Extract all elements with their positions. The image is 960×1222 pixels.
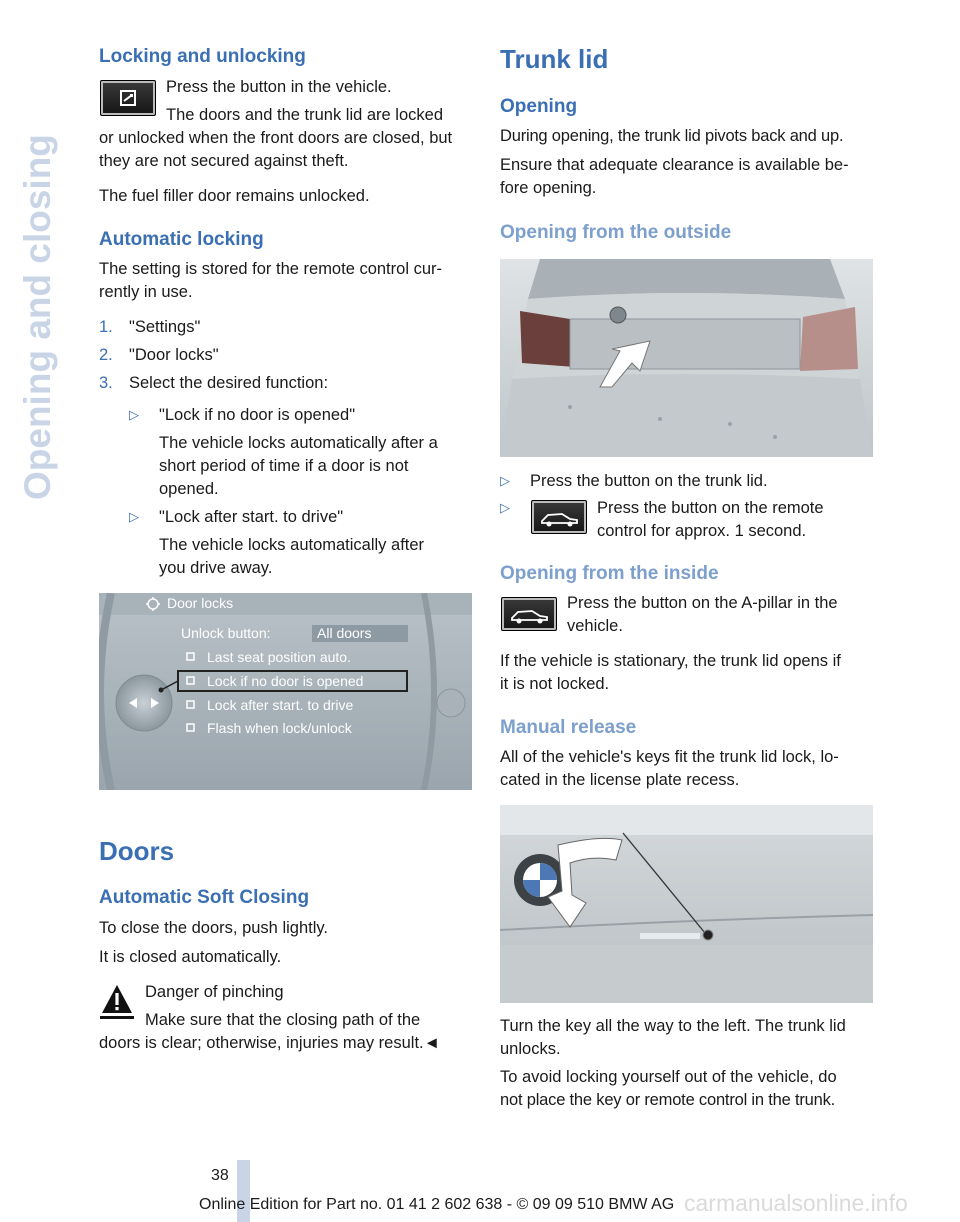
bullet-text: Press the button on the trunk lid. — [530, 472, 768, 490]
lock-text-2c: they are not secured against theft. — [99, 152, 349, 170]
unlock-button-label: Unlock button: — [181, 625, 271, 641]
trunk-remote-button-icon — [531, 500, 587, 534]
door-locks-screen-image — [99, 593, 472, 790]
step-1 — [99, 316, 201, 339]
bullet-triangle-icon: ▷ — [129, 509, 139, 524]
step-text: Select the desired function: — [129, 374, 329, 392]
inside-heading: Opening from the inside — [500, 563, 719, 584]
soft-text-2: It is closed automatically. — [99, 948, 282, 966]
manual-text-1b: cated in the license plate recess. — [500, 771, 740, 789]
turn-text-2b: not place the key or remote control in the trunk. — [500, 1091, 836, 1109]
doors-heading: Doors — [99, 836, 175, 866]
option-line: The vehicle locks automatically after a — [159, 434, 438, 452]
screen-menu-item[interactable]: Lock after start. to drive — [207, 697, 354, 713]
lock-text-2a: The doors and the trunk lid are locked — [166, 106, 443, 124]
sidebar-chapter-title — [6, 40, 60, 500]
trunk-pillar-button-icon — [501, 597, 557, 631]
warning-line-1: Make sure that the closing path of the — [145, 1011, 421, 1029]
lock-text-3: The fuel filler door remains unlocked. — [99, 187, 370, 205]
option-title: "Lock if no door is opened" — [159, 406, 356, 424]
bullet-triangle-icon: ▷ — [500, 500, 510, 515]
lock-text-1: Press the button in the vehicle. — [166, 78, 392, 96]
unlock-button-value[interactable]: All doors — [317, 625, 372, 641]
trunk-lid-heading: Trunk lid — [500, 44, 609, 74]
page-number: 38 — [211, 1167, 229, 1184]
bullet-text: control for approx. 1 second. — [597, 522, 807, 540]
bullet-triangle-icon: ▷ — [500, 473, 510, 488]
screen-menu-item[interactable]: Flash when lock/unlock — [207, 720, 352, 736]
lock-button-icon — [100, 80, 156, 116]
step-3 — [99, 372, 329, 395]
bullet-triangle-icon: ▷ — [129, 407, 139, 422]
soft-text-1: To close the doors, push lightly. — [99, 919, 328, 937]
outside-heading: Opening from the outside — [500, 222, 732, 243]
step-number: 3. — [99, 374, 113, 392]
watermark-text: carmanualsonline.info — [684, 1190, 908, 1216]
screen-menu-item-selected[interactable]: Lock if no door is opened — [207, 673, 364, 689]
trunk-rear-image — [500, 259, 873, 457]
auto-text-1a: The setting is stored for the remote control cur- — [99, 260, 442, 278]
option-line: opened. — [159, 480, 219, 498]
inside-text-1b: vehicle. — [567, 617, 623, 635]
warning-line-2: doors is clear; otherwise, injuries may result.◄ — [99, 1034, 440, 1052]
turn-text-1b: unlocks. — [500, 1040, 561, 1058]
option-line: The vehicle locks automatically after — [159, 536, 425, 554]
step-number: 1. — [99, 318, 113, 336]
warning-icon — [100, 982, 134, 1020]
open-text-1: During opening, the trunk lid pivots back and up. — [500, 127, 844, 145]
edition-note: Online Edition for Part no. 01 41 2 602 638 - © 09 09 510 BMW AG — [199, 1196, 675, 1213]
automatic-locking-heading: Automatic locking — [99, 229, 264, 250]
turn-text-2a: To avoid locking yourself out of the vehicle, do — [500, 1068, 837, 1086]
manual-release-image — [500, 805, 873, 1003]
turn-text-1a: Turn the key all the way to the left. The trunk lid — [500, 1017, 846, 1035]
screen-title: Door locks — [167, 595, 234, 611]
warning-title: Danger of pinching — [145, 983, 284, 1001]
step-text: "Settings" — [129, 318, 201, 336]
soft-closing-heading: Automatic Soft Closing — [99, 887, 310, 908]
open-text-2a: Ensure that adequate clearance is available be- — [500, 156, 849, 174]
page-footer — [0, 1160, 960, 1222]
inside-text-2a: If the vehicle is stationary, the trunk lid opens if — [500, 652, 841, 670]
manual-text-1a: All of the vehicle's keys fit the trunk lid lock, lo- — [500, 748, 839, 766]
lock-text-2b: or unlocked when the front doors are closed, but — [99, 129, 453, 147]
step-2 — [99, 344, 219, 367]
inside-text-2b: it is not locked. — [500, 675, 610, 693]
screen-menu-item[interactable]: Last seat position auto. — [207, 649, 351, 665]
option-title: "Lock after start. to drive" — [159, 508, 344, 526]
open-text-2b: fore opening. — [500, 179, 597, 197]
auto-text-1b: rently in use. — [99, 283, 193, 301]
sidebar-title-text: Opening and closing — [17, 134, 58, 500]
step-text: "Door locks" — [129, 346, 219, 364]
bullet-text: Press the button on the remote — [597, 499, 824, 517]
step-number: 2. — [99, 346, 113, 364]
manual-release-heading: Manual release — [500, 717, 637, 738]
option-line: you drive away. — [159, 559, 273, 577]
option-line: short period of time if a door is not — [159, 457, 409, 475]
opening-heading: Opening — [500, 96, 578, 117]
locking-heading: Locking and unlocking — [99, 46, 306, 67]
inside-text-1a: Press the button on the A-pillar in the — [567, 594, 838, 612]
